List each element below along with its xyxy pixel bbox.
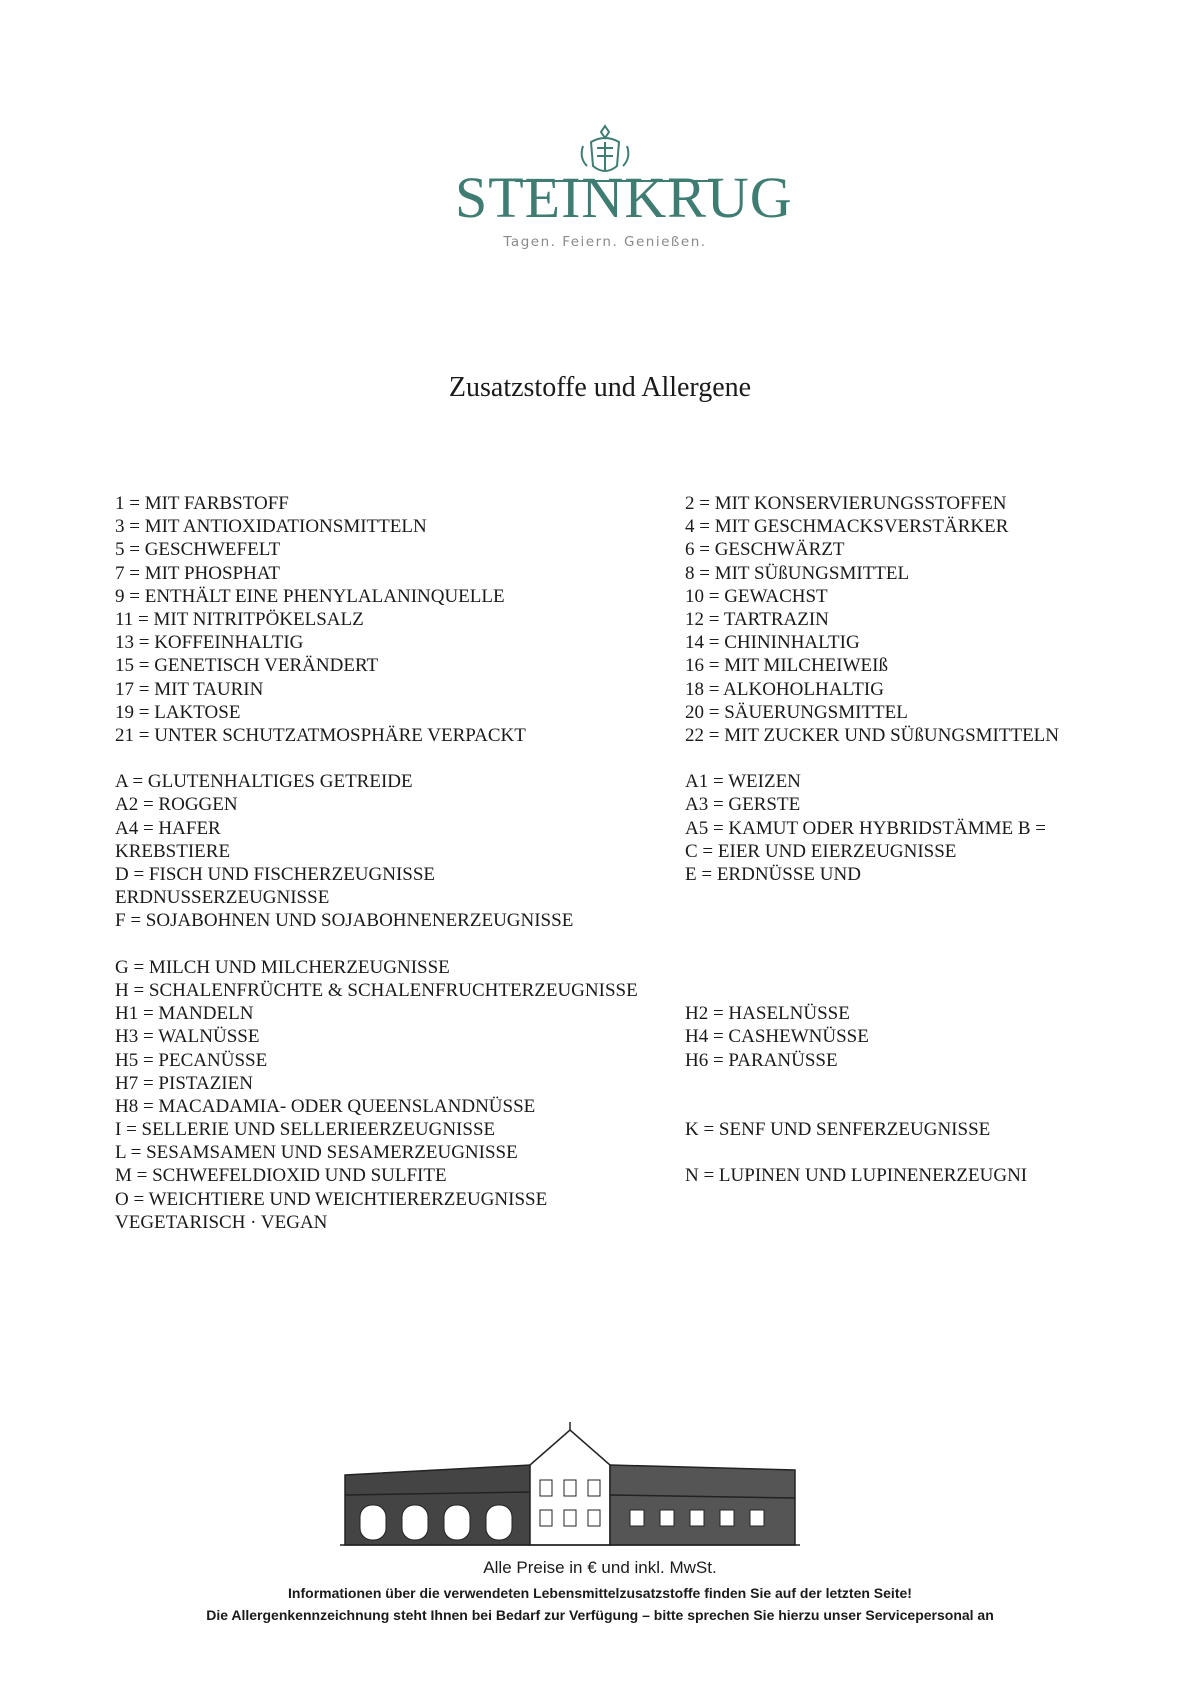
allergen-line: [115, 747, 638, 770]
allergen-line: 8 = MIT SÜßUNGSMITTEL: [685, 562, 910, 584]
allergen-line: H3 = WALNÜSSE: [115, 1026, 260, 1048]
allergen-line: 2 = MIT KONSERVIERUNGSSTOFFEN: [685, 493, 1007, 514]
allergen-line: A1 = WEIZEN: [685, 771, 801, 793]
allergen-line: [685, 933, 1059, 956]
allergen-line: H4 = CASHEWNÜSSE: [685, 1026, 869, 1048]
allergen-line: ERDNUSSERZEUGNISSE: [115, 887, 330, 909]
allergen-line: 5 = GESCHWEFELT: [115, 539, 281, 561]
allergen-line: 4 = MIT GESCHMACKSVERSTÄRKER: [685, 516, 1009, 538]
left-column: [115, 492, 638, 1234]
steinkrug-logo: [455, 122, 793, 262]
allergen-line: H2 = HASELNÜSSE: [685, 1003, 850, 1025]
allergen-line: 7 = MIT PHOSPHAT: [115, 562, 281, 584]
allergen-line: 22 = MIT ZUCKER UND SÜßUNGSMITTELN: [685, 724, 1059, 746]
allergen-line: [115, 933, 638, 956]
allergen-line: G = MILCH UND MILCHERZEUGNISSE: [115, 956, 450, 978]
logo-tagline: Tagen. Feiern. Genießen.: [503, 234, 707, 250]
allergen-line: [685, 979, 1059, 1002]
allergen-line: A = GLUTENHALTIGES GETREIDE: [115, 771, 413, 793]
logo-name: STEINKRUG: [455, 165, 793, 230]
allergen-line: H5 = PECANÜSSE: [115, 1049, 268, 1071]
allergen-line: KREBSTIERE: [115, 840, 231, 862]
allergen-line: 16 = MIT MILCHEIWEIß: [685, 655, 888, 677]
allergen-line: O = WEICHTIERE UND WEICHTIERERZEUGNISSE: [115, 1188, 548, 1210]
allergen-line: 1 = MIT FARBSTOFF: [115, 493, 289, 514]
allergen-line: A3 = GERSTE: [685, 794, 801, 816]
allergen-line: 15 = GENETISCH VERÄNDERT: [115, 655, 379, 677]
allergen-line: 17 = MIT TAURIN: [115, 678, 264, 700]
allergen-line: C = EIER UND EIERZEUGNISSE: [685, 840, 957, 862]
allergen-line: 3 = MIT ANTIOXIDATIONSMITTELN: [115, 516, 427, 538]
allergen-line: H = SCHALENFRÜCHTE & SCHALENFRUCHTERZEUGNISSE: [115, 979, 638, 1001]
allergen-line: 19 = LAKTOSE: [115, 701, 241, 723]
allergen-line: 14 = CHININHALTIG: [685, 632, 860, 654]
allergen-line: I = SELLERIE UND SELLERIEERZEUGNISSE: [115, 1119, 496, 1141]
allergen-line: [685, 956, 1059, 979]
allergen-line: 9 = ENTHÄLT EINE PHENYLALANINQUELLE: [115, 585, 505, 607]
allergen-line: [685, 886, 1059, 909]
allergen-line: 12 = TARTRAZIN: [685, 608, 829, 630]
allergen-line: [685, 1095, 1059, 1118]
allergen-line: A4 = HAFER: [115, 817, 221, 839]
allergen-line: 6 = GESCHWÄRZT: [685, 539, 845, 561]
allergen-line: [685, 747, 1059, 770]
allergen-line: K = SENF UND SENFERZEUGNISSE: [685, 1119, 991, 1141]
allergen-line: VEGETARISCH · VEGAN: [115, 1211, 328, 1233]
allergen-line: H7 = PISTAZIEN: [115, 1072, 253, 1094]
allergen-line: D = FISCH UND FISCHERZEUGNISSE: [115, 864, 436, 885]
allergen-line: L = SESAMSAMEN UND SESAMERZEUGNISSE: [115, 1142, 518, 1164]
allergen-line: 20 = SÄUERUNGSMITTEL: [685, 701, 908, 723]
allergen-line: 21 = UNTER SCHUTZATMOSPHÄRE VERPACKT: [115, 724, 526, 746]
right-column: [685, 492, 1059, 1188]
allergen-line: E = ERDNÜSSE UND: [685, 864, 861, 885]
footer-info: Informationen über die verwendeten Lebensmittelzusatzstoffe finden Sie auf der letzten Seite!: [288, 1585, 912, 1601]
allergen-line: [685, 1072, 1059, 1095]
allergen-line: F = SOJABOHNEN UND SOJABOHNENERZEUGNISSE: [115, 910, 574, 932]
page-title: Zusatzstoffe und Allergene: [448, 372, 752, 403]
allergen-line: A5 = KAMUT ODER HYBRIDSTÄMME B =: [685, 817, 1046, 839]
allergen-line: 10 = GEWACHST: [685, 585, 828, 607]
allergen-line: M = SCHWEFELDIOXID UND SULFITE: [115, 1165, 447, 1187]
allergen-line: 18 = ALKOHOLHALTIG: [685, 678, 884, 700]
allergen-line: N = LUPINEN UND LUPINENERZEUGNI: [685, 1165, 1028, 1187]
allergen-line: 13 = KOFFEINHALTIG: [115, 632, 304, 654]
allergen-line: A2 = ROGGEN: [115, 794, 238, 816]
allergen-line: H1 = MANDELN: [115, 1003, 254, 1025]
allergen-line: [685, 909, 1059, 932]
allergen-line: H8 = MACADAMIA- ODER QUEENSLANDNÜSSE: [115, 1095, 536, 1117]
allergen-line: H6 = PARANÜSSE: [685, 1049, 838, 1071]
building-illustration: [340, 1420, 800, 1550]
footer-allergen-note: Die Allergenkennzeichnung steht Ihnen bei Bedarf zur Verfügung – bitte sprechen Sie hierzu unser Servicepersonal an: [206, 1607, 994, 1623]
allergen-line: [685, 1141, 1059, 1164]
allergen-line: 11 = MIT NITRITPÖKELSALZ: [115, 608, 364, 630]
footer-prices: Alle Preise in € und inkl. MwSt.: [483, 1558, 717, 1577]
